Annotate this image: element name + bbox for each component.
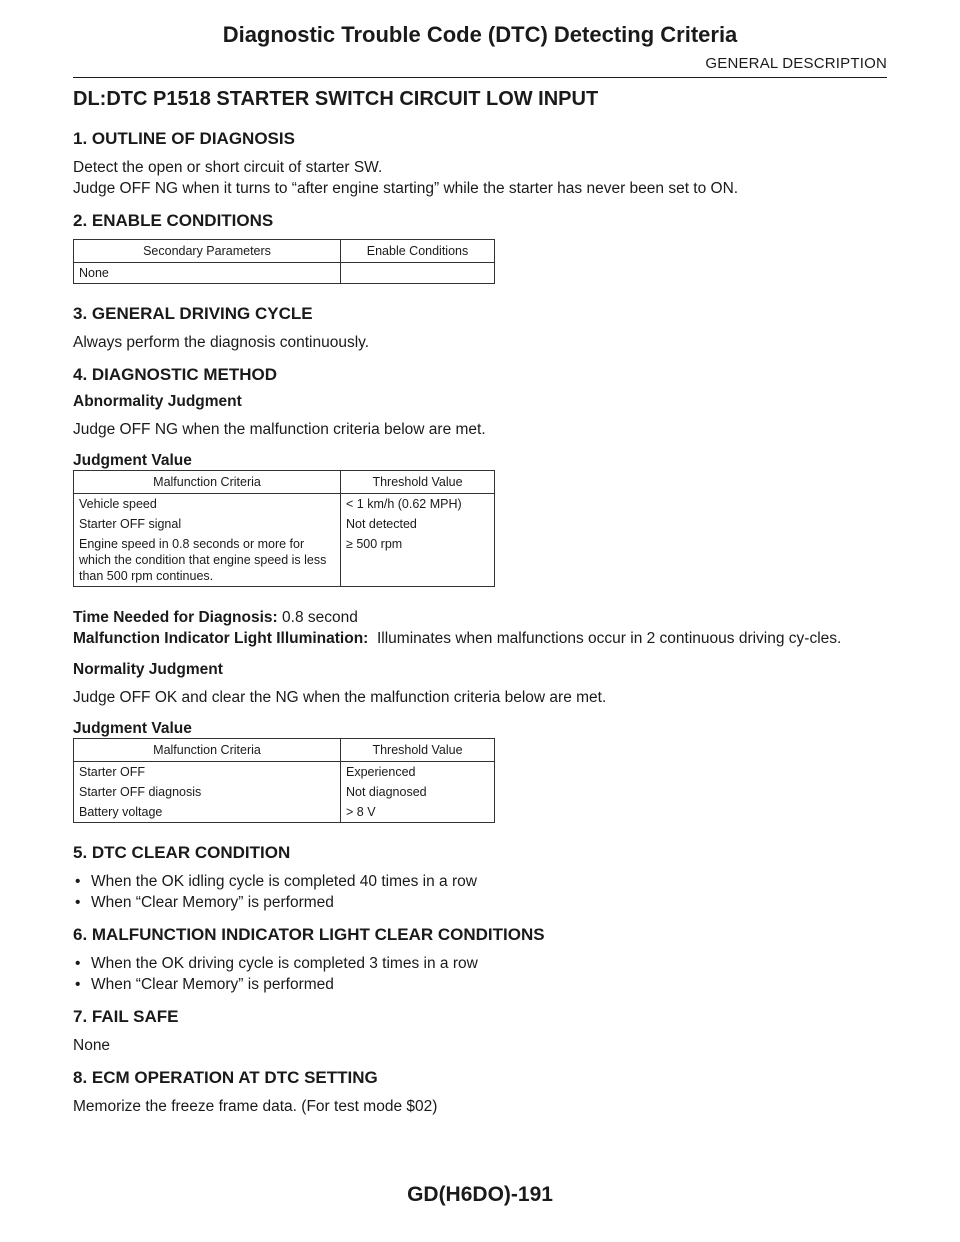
section-mil-clear-heading: 6. MALFUNCTION INDICATOR LIGHT CLEAR CONDITIONS xyxy=(73,925,545,944)
dtc-clear-list xyxy=(73,871,888,913)
normality-judgment-table xyxy=(73,738,495,823)
diagnosis-timing-block xyxy=(73,607,888,649)
bullet-icon: • xyxy=(75,976,81,993)
table-header-cell: Threshold Value xyxy=(341,471,495,494)
table-cell: < 1 km/h (0.62 MPH) xyxy=(341,494,495,515)
table-row xyxy=(74,534,495,587)
abnormality-judgment-text: Judge OFF NG when the malfunction criteria below are met. xyxy=(73,421,486,438)
table-header-cell: Malfunction Criteria xyxy=(74,471,341,494)
section-driving-cycle-heading: 3. GENERAL DRIVING CYCLE xyxy=(73,304,313,323)
table-header-cell: Enable Conditions xyxy=(341,240,495,263)
table-header-cell: Malfunction Criteria xyxy=(74,739,341,762)
normality-judgment-text: Judge OFF OK and clear the NG when the malfunction criteria below are met. xyxy=(73,689,607,706)
table-header-row xyxy=(74,471,495,494)
table-header-cell: Threshold Value xyxy=(341,739,495,762)
enable-conditions-table xyxy=(73,239,495,284)
table-cell: Vehicle speed xyxy=(74,494,341,515)
time-needed-value: 0.8 second xyxy=(282,609,358,626)
list-item: • When the OK driving cycle is completed 3 times in a row xyxy=(75,955,478,972)
section-outline-heading: 1. OUTLINE OF DIAGNOSIS xyxy=(73,129,295,148)
normality-judgment-title: Normality Judgment xyxy=(73,661,223,678)
section-diagnostic-method-heading: 4. DIAGNOSTIC METHOD xyxy=(73,365,278,384)
abnormality-judgment-value-label: Judgment Value xyxy=(73,452,192,469)
mil-illumination-value: Illuminates when malfunctions occur in 2 continuous driving cy-cles. xyxy=(376,630,842,647)
outline-line-2: Judge OFF NG when it turns to “after engine starting” while the starter has never been set to ON. xyxy=(73,180,739,197)
table-cell: Starter OFF diagnosis xyxy=(74,782,341,802)
table-cell: Starter OFF xyxy=(74,762,341,783)
table-cell: Experienced xyxy=(341,762,495,783)
page-header-title: Diagnostic Trouble Code (DTC) Detecting Criteria xyxy=(222,22,738,47)
normality-judgment-value-label: Judgment Value xyxy=(73,720,192,737)
table-cell: Not detected xyxy=(341,514,495,534)
table-row xyxy=(74,762,495,783)
table-row xyxy=(74,514,495,534)
time-needed-line xyxy=(73,607,888,628)
section-enable-heading: 2. ENABLE CONDITIONS xyxy=(73,211,274,230)
bullet-icon: • xyxy=(75,955,81,972)
list-item: • When the OK idling cycle is completed 40 times in a row xyxy=(75,873,477,890)
fail-safe-text: None xyxy=(73,1037,111,1054)
table-header-cell: Secondary Parameters xyxy=(74,240,341,263)
table-row xyxy=(74,802,495,823)
bullet-icon: • xyxy=(75,894,81,911)
table-cell: Battery voltage xyxy=(74,802,341,823)
table-cell: Engine speed in 0.8 seconds or more for which the condition that engine speed is less than 500 rpm continues. xyxy=(74,534,341,587)
ecm-operation-text: Memorize the freeze frame data. (For test mode $02) xyxy=(73,1098,438,1115)
list-item: • When “Clear Memory” is performed xyxy=(75,976,334,993)
table-cell xyxy=(341,263,495,284)
mil-illumination-label: Malfunction Indicator Light Illumination: xyxy=(73,630,369,647)
mil-illumination-line xyxy=(73,628,888,649)
table-row xyxy=(74,494,495,515)
time-needed-label: Time Needed for Diagnosis: xyxy=(73,609,278,626)
section-ecm-operation-heading: 8. ECM OPERATION AT DTC SETTING xyxy=(73,1068,378,1087)
section-outline-body xyxy=(73,157,888,199)
abnormality-judgment-title: Abnormality Judgment xyxy=(73,393,242,410)
dtc-title: DL:DTC P1518 STARTER SWITCH CIRCUIT LOW INPUT xyxy=(73,88,599,110)
page-header-subtitle: GENERAL DESCRIPTION xyxy=(705,55,887,72)
table-cell: Not diagnosed xyxy=(341,782,495,802)
driving-cycle-text: Always perform the diagnosis continuously. xyxy=(73,334,370,351)
outline-line-1: Detect the open or short circuit of starter SW. xyxy=(73,159,383,176)
page-number: GD(H6DO)-191 xyxy=(407,1183,553,1206)
abnormality-judgment-table xyxy=(73,470,495,587)
section-fail-safe-heading: 7. FAIL SAFE xyxy=(73,1007,179,1026)
table-cell: > 8 V xyxy=(341,802,495,823)
table-row xyxy=(74,782,495,802)
table-cell: Starter OFF signal xyxy=(74,514,341,534)
list-item: • When “Clear Memory” is performed xyxy=(75,894,334,911)
bullet-icon: • xyxy=(75,873,81,890)
table-row xyxy=(74,263,495,284)
mil-clear-list xyxy=(73,953,888,995)
section-dtc-clear-heading: 5. DTC CLEAR CONDITION xyxy=(73,843,291,862)
table-cell: None xyxy=(74,263,341,284)
table-header-row xyxy=(74,240,495,263)
table-cell: ≥ 500 rpm xyxy=(341,534,495,587)
table-header-row xyxy=(74,739,495,762)
document-body xyxy=(73,88,888,1129)
header-divider xyxy=(73,77,887,78)
